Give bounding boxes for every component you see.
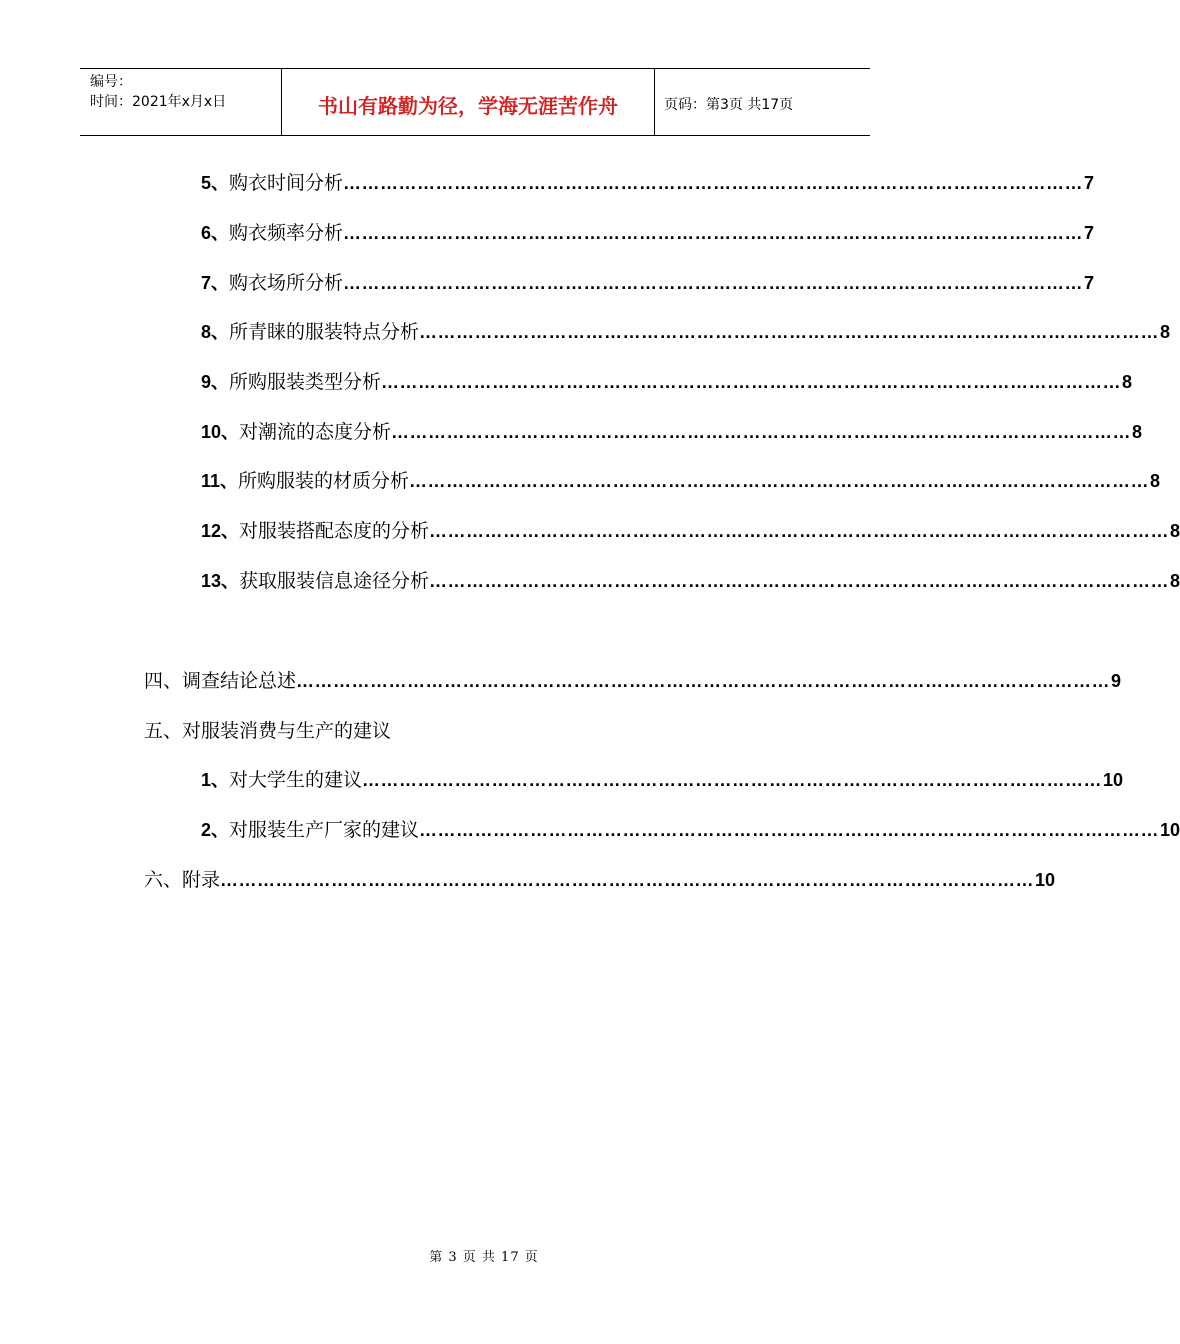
toc-entry-page: 8 (1170, 571, 1180, 591)
toc-leader-dots: ………………………………………………………………………………………………………… (343, 173, 1084, 193)
toc-entry-number: 1、 (201, 770, 230, 790)
document-number-label: 编号： (90, 74, 132, 90)
toc-entry-title: 所购服装类型分析 (229, 371, 382, 393)
toc-entry-number: 9、 (201, 372, 230, 392)
toc-entry-page: 8 (1150, 471, 1161, 491)
toc-section-6[interactable] (144, 865, 1056, 895)
toc-leader-dots: ………………………………………………………………………………………………………… (362, 770, 1103, 790)
toc-entry-number: 13、 (201, 571, 240, 591)
page-footer: 第 3 页 共 17 页 (429, 1250, 539, 1265)
toc-entry-page: 8 (1170, 521, 1180, 541)
toc-leader-dots: ………………………………………………………………………………………………………… (419, 322, 1160, 342)
toc-section-page: 9 (1111, 671, 1122, 691)
toc-entry[interactable] (201, 815, 1180, 845)
toc-leader-dots: ………………………………………………………………………………………………………… (429, 571, 1170, 591)
toc-section-page: 10 (1035, 870, 1056, 890)
toc-entry[interactable] (201, 516, 1180, 546)
toc-leader-dots: ………………………………………………………………………………………………………… (343, 273, 1084, 293)
toc-entry-page: 8 (1160, 322, 1171, 342)
toc-entry[interactable] (201, 765, 1124, 795)
document-time-label: 时间：2021年x月x日 (90, 94, 227, 110)
toc-leader-dots: ………………………………………………………………………………………………………… (409, 471, 1150, 491)
toc-entry-title: 获取服装信息途径分析 (239, 570, 430, 592)
toc-entry[interactable] (201, 168, 1095, 198)
toc-leader-dots: ………………………………………………………………………………………………………… (343, 223, 1084, 243)
toc-entry-number: 6、 (201, 223, 230, 243)
toc-entry-page: 8 (1122, 372, 1133, 392)
toc-entry-title: 购衣场所分析 (229, 272, 344, 294)
toc-leader-dots: ………………………………………………………………………………………………………… (419, 820, 1160, 840)
toc-entry-title: 购衣频率分析 (229, 222, 344, 244)
page-header (80, 68, 870, 136)
toc-section-title: 五、对服装消费与生产的建议 (144, 720, 392, 742)
toc-entry-number: 11、 (201, 471, 239, 491)
toc-entry-title: 对服装搭配态度的分析 (239, 520, 430, 542)
toc-entry[interactable] (201, 367, 1133, 397)
toc-entry-title: 对潮流的态度分析 (239, 421, 392, 443)
toc-entry-page: 7 (1084, 223, 1095, 243)
toc-entry[interactable] (201, 417, 1143, 447)
toc-entry[interactable] (201, 218, 1095, 248)
toc-entry-number: 8、 (201, 322, 230, 342)
toc-entry-number: 7、 (201, 273, 230, 293)
toc-leader-dots: …………………………………………………………………………………………………………………… (220, 870, 1035, 890)
toc-entry-number: 5、 (201, 173, 230, 193)
toc-leader-dots: …………………………………………………………………………………………………………………… (296, 671, 1111, 691)
toc-entry-title: 所青睐的服装特点分析 (229, 321, 420, 343)
header-page-info: 页码：第3页 共17页 (664, 97, 794, 113)
toc-entry-page: 8 (1132, 422, 1143, 442)
toc-entry-number: 12、 (201, 521, 240, 541)
toc-entry[interactable] (201, 566, 1180, 596)
toc-entry-page: 10 (1160, 820, 1180, 840)
toc-section-title: 六、附录 (144, 869, 221, 891)
toc-section-4[interactable] (144, 666, 1122, 696)
toc-entry-number: 10、 (201, 422, 240, 442)
header-meta (80, 69, 282, 135)
toc-entry-title: 对服装生产厂家的建议 (229, 819, 420, 841)
toc-entry-page: 7 (1084, 273, 1095, 293)
toc-leader-dots: ………………………………………………………………………………………………………… (391, 422, 1132, 442)
toc-section-title: 四、调查结论总述 (144, 670, 297, 692)
toc-entry-page: 10 (1103, 770, 1124, 790)
toc-entry[interactable] (201, 466, 1161, 496)
header-motto: 书山有路勤为径，学海无涯苦作舟 (282, 69, 655, 135)
toc-entry-title: 对大学生的建议 (229, 769, 363, 791)
toc-entry-title: 购衣时间分析 (229, 172, 344, 194)
toc-entry[interactable] (201, 317, 1171, 347)
toc-entry-page: 7 (1084, 173, 1095, 193)
toc-entry[interactable] (201, 268, 1095, 298)
toc-section-5[interactable] (144, 716, 544, 746)
toc-leader-dots: ………………………………………………………………………………………………………… (381, 372, 1122, 392)
toc-entry-title: 所购服装的材质分析 (238, 470, 410, 492)
toc-leader-dots: ………………………………………………………………………………………………………… (429, 521, 1170, 541)
toc-entry-number: 2、 (201, 820, 230, 840)
